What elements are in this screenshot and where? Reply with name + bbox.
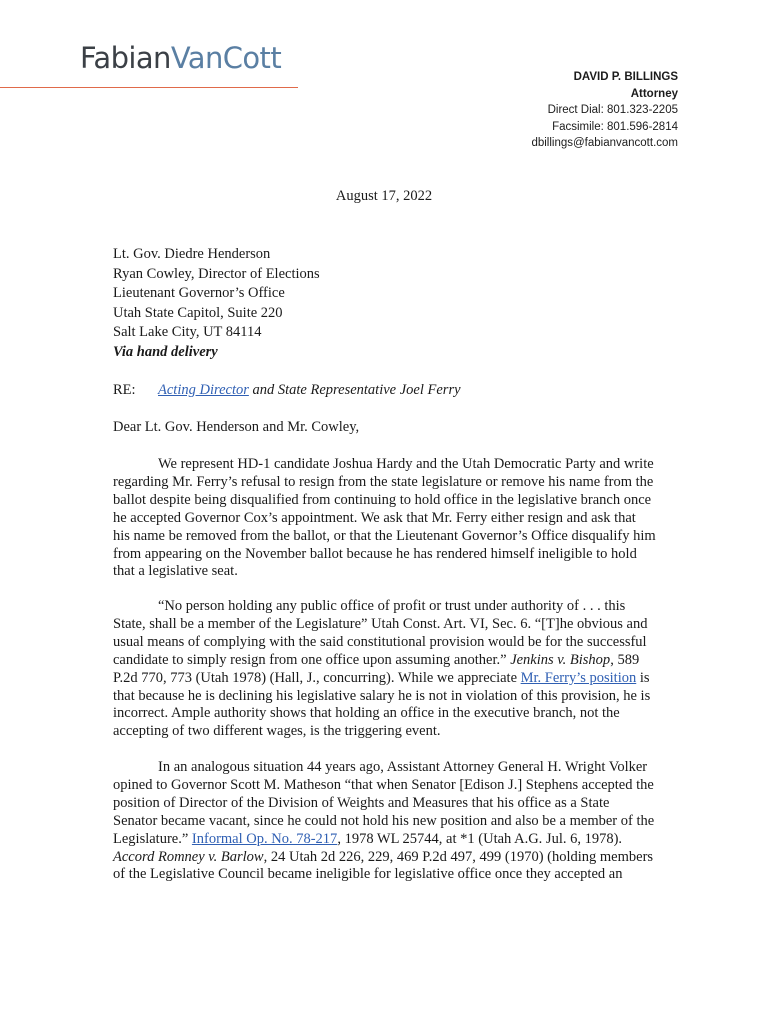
paragraph-text: , 24 Utah 2d 226, 229, 469 P.2d 497, 499 (1970) (holding members	[263, 848, 654, 865]
paragraph-line: opined to Governor Scott M. Matheson “that when Senator [Edison J.] Stephens accepted the	[113, 776, 654, 793]
re-subject-text: and State Representative Joel Ferry	[248, 382, 461, 398]
acting-director-link[interactable]: Acting Director	[158, 382, 249, 398]
paragraph-line: incorrect. Ample authority shows that holding an office in the executive branch, not the	[113, 705, 620, 722]
attorney-name: DAVID P. BILLINGS	[573, 71, 678, 83]
re-line	[113, 381, 461, 401]
paragraph-line: “No person holding any public office of profit or trust under authority of . . . this	[158, 598, 626, 614]
paragraph-line	[113, 670, 689, 688]
paragraph-line	[113, 652, 689, 670]
paragraph-line: that because he is declining his legislative salary he is not in violation of this provision, he is	[113, 687, 651, 704]
paragraph-line: his name be removed from the ballot, or that the Lieutenant Governor’s Office disqualify him	[113, 527, 656, 544]
logo-fabian: Fabian	[80, 41, 171, 75]
paragraph-line: Senator became vacant, since he could not hold his new position and also be a member of the	[113, 812, 655, 829]
paragraph-line: accepting of two different wages, is the triggering event.	[113, 723, 441, 740]
facsimile: Facsimile: 801.596-2814	[552, 120, 678, 133]
informal-opinion-link[interactable]: Informal Op. No. 78-217	[191, 830, 338, 847]
paragraph-line	[113, 849, 689, 867]
case-citation: Accord Romney v. Barlow	[113, 848, 264, 865]
paragraph-3	[113, 759, 689, 884]
paragraph-text: Legislature.”	[113, 830, 192, 847]
paragraph-line	[113, 831, 689, 849]
direct-dial: Direct Dial: 801.323-2205	[547, 104, 678, 117]
paragraph-line: State, shall be a member of the Legislature” Utah Const. Art. VI, Sec. 6. “[T]he obvious and	[113, 615, 648, 632]
paragraph-text: , 589	[610, 651, 640, 668]
attorney-title: Attorney	[630, 87, 678, 100]
paragraph-line: usual means of complying with the said constitutional provision would be for the successful	[113, 633, 647, 650]
case-citation: Jenkins v. Bishop	[510, 651, 611, 668]
firm-logo	[80, 40, 281, 76]
paragraph-text: candidate to simply resign from one office upon assuming another.”	[113, 651, 507, 668]
paragraph-text: P.2d 770, 773 (Utah 1978) (Hall, J., concurring). While we appreciate	[113, 669, 521, 686]
paragraph-line: of the Legislative Council became ineligible for legislative office once they accepted an	[113, 866, 623, 883]
paragraph-1	[113, 456, 689, 581]
paragraph-line: from appearing on the November ballot because he has rendered himself ineligible to hold	[113, 545, 637, 562]
paragraph-line: position of Director of the Division of Weights and Measures that his office as a State	[113, 794, 610, 811]
recipient-line: Utah State Capitol, Suite 220	[113, 304, 283, 321]
recipient-line: Lieutenant Governor’s Office	[113, 285, 285, 302]
paragraph-line: that a legislative seat.	[113, 563, 238, 580]
paragraph-2	[113, 598, 689, 741]
re-subject	[158, 382, 461, 398]
salutation: Dear Lt. Gov. Henderson and Mr. Cowley,	[113, 419, 360, 435]
paragraph-line: regarding Mr. Ferry’s refusal to resign from the state legislature or remove his name from the	[113, 473, 654, 490]
recipient-line: Salt Lake City, UT 84114	[113, 324, 262, 341]
logo-vancott: VanCott	[170, 41, 282, 75]
paragraph-text: is	[636, 669, 650, 686]
re-label: RE:	[113, 382, 136, 398]
letter-date: August 17, 2022	[335, 188, 433, 204]
paragraph-line: he accepted Governor Cox’s appointment. We ask that Mr. Ferry either resign and ask that	[113, 509, 636, 526]
ferry-position-link[interactable]: Mr. Ferry’s position	[520, 669, 637, 686]
recipient-line: Ryan Cowley, Director of Elections	[113, 265, 320, 282]
paragraph-text: , 1978 WL 25744, at *1 (Utah A.G. Jul. 6, 1978).	[337, 830, 623, 847]
attorney-contact-block	[531, 69, 678, 152]
recipient-address	[113, 245, 320, 363]
delivery-method: Via hand delivery	[113, 343, 218, 360]
paragraph-line: ballot despite being disqualified from continuing to hold office in the legislative branch once	[113, 491, 652, 508]
paragraph-line: We represent HD-1 candidate Joshua Hardy and the Utah Democratic Party and write	[158, 456, 654, 472]
recipient-line: Lt. Gov. Diedre Henderson	[113, 246, 271, 262]
paragraph-line: In an analogous situation 44 years ago, Assistant Attorney General H. Wright Volker	[158, 759, 648, 775]
email-address: dbillings@fabianvancott.com	[531, 137, 678, 150]
letterhead-rule	[0, 87, 298, 88]
